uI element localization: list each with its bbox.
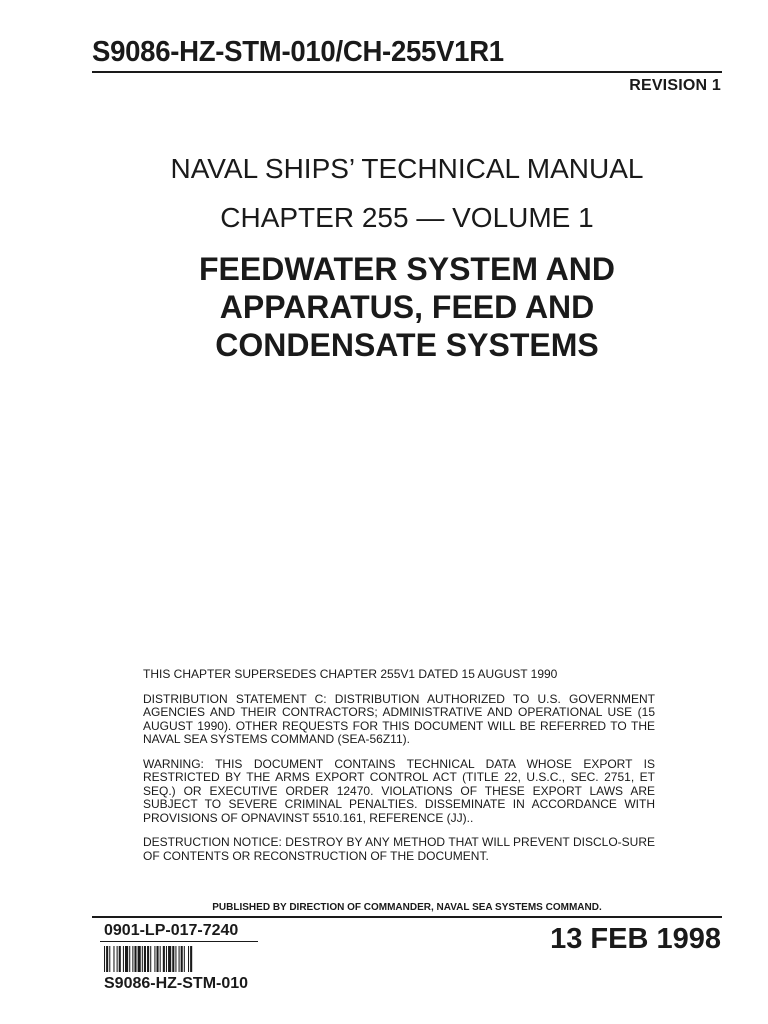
- barcode-label: S9086-HZ-STM-010: [104, 975, 249, 992]
- header-rule: [92, 71, 722, 73]
- notices-block: [143, 668, 655, 874]
- stock-number: 0901-LP-017-7240: [104, 922, 239, 939]
- publisher-statement: PUBLISHED BY DIRECTION OF COMMANDER, NAVAL SEA SYSTEMS COMMAND.: [212, 902, 602, 913]
- distribution-statement: DISTRIBUTION STATEMENT C: DISTRIBUTION AUTHORIZED TO U.S. GOVERNMENT AGENCIES AND THEIR CONTRACTORS; ADMINISTRATIVE AND OPERATIONAL USE (15 AUGUST 1990). OTHER REQUESTS FOR THIS DOCUMENT WILL BE REFERRED TO THE NAVAL SEA SYSTEMS COMMAND (SEA-56Z11).: [143, 691, 655, 746]
- chapter-volume: CHAPTER 255 — VOLUME 1: [220, 202, 594, 233]
- subject-line: CONDENSATE SYSTEMS: [215, 327, 599, 363]
- manual-title: NAVAL SHIPS’ TECHNICAL MANUAL: [170, 153, 644, 184]
- export-warning: WARNING: THIS DOCUMENT CONTAINS TECHNICAL DATA WHOSE EXPORT IS RESTRICTED BY THE ARMS EXPORT CONTROL ACT (TITLE 22, U.S.C., SEC. 2751, ET SEQ.) OR EXECUTIVE ORDER 12470. VIOLATIONS OF THESE EXPORT LAWS ARE SUBJECT TO SEVERE CRIMINAL PENALTIES. DISSEMINATE IN ACCORDANCE WITH PROVISIONS OF OPNAVINST 5510.161, REFERENCE (JJ)..: [143, 756, 655, 825]
- document-number: S9086-HZ-STM-010/CH-255V1R1: [92, 36, 504, 68]
- revision-label: REVISION 1: [629, 77, 721, 94]
- barcode-icon: [104, 946, 254, 972]
- subject-line: APPARATUS, FEED AND: [219, 289, 595, 325]
- publication-date: 13 FEB 1998: [550, 923, 721, 955]
- supersedes-notice: THIS CHAPTER SUPERSEDES CHAPTER 255V1 DATED 15 AUGUST 1990: [143, 667, 558, 681]
- destruction-notice: DESTRUCTION NOTICE: DESTROY BY ANY METHOD THAT WILL PREVENT DISCLO-SURE OF CONTENTS OR RECONSTRUCTION OF THE DOCUMENT.: [143, 835, 655, 863]
- subject-line: FEEDWATER SYSTEM AND: [198, 251, 615, 287]
- stock-number-rule: [100, 941, 258, 942]
- footer-rule: [92, 916, 722, 918]
- chapter-subject: [92, 250, 722, 364]
